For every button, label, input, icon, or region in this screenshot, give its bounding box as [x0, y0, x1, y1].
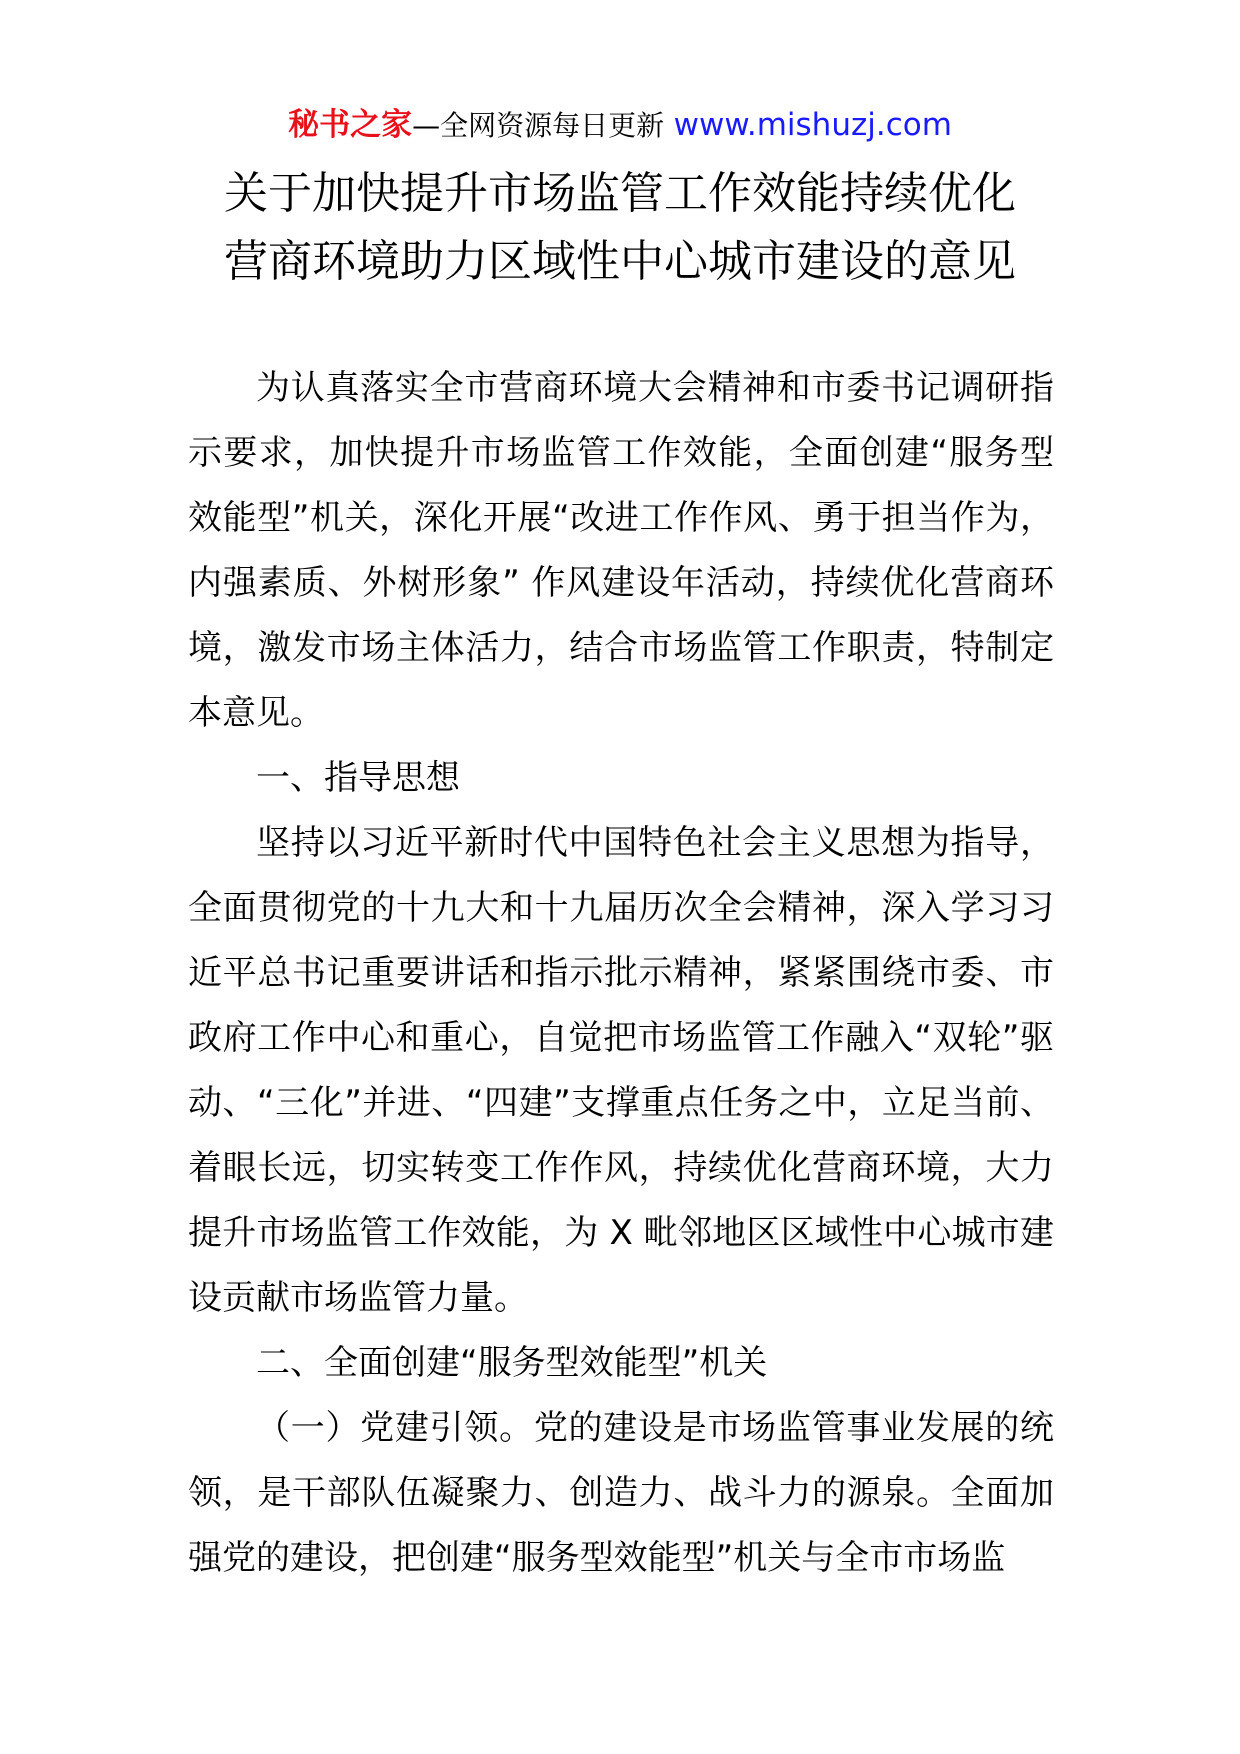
title-line-2: 营商环境助力区域性中心城市建设的意见 [224, 236, 1016, 287]
site-header [0, 100, 1240, 151]
section-1-paragraph: 坚持以习近平新时代中国特色社会主义思想为指导，全面贯彻党的十九大和十九届历次全会精神，深入学习习近平总书记重要讲话和指示批示精神，紧紧围绕市委、市政府工作中心和重心，自觉把市场监管工作融入“双轮”驱动、“三化”并进、“四建”支撑重点任务之中，立足当前、着眼长远，切实转变工作作风，持续优化营商环境，大力提升市场监管工作效能，为 X 毗邻地区区域性中心城市建设贡献市场监管力量。 [188, 823, 1054, 1318]
section-2-subsection-1-paragraph: （一）党建引领。党的建设是市场监管事业发展的统领，是干部队伍凝聚力、创造力、战斗力的源泉。全面加强党的建设，把创建“服务型效能型”机关与全市市场监 [188, 1408, 1054, 1578]
document-title [0, 160, 1240, 296]
title-line-1: 关于加快提升市场监管工作效能持续优化 [224, 168, 1016, 219]
site-url-link[interactable]: www.mishuzj.com [673, 107, 952, 143]
header-tagline: —全网资源每日更新 [412, 109, 665, 142]
intro-paragraph: 为认真落实全市营商环境大会精神和市委书记调研指示要求，加快提升市场监管工作效能，全面创建“服务型效能型”机关，深化开展“改进工作作风、勇于担当作为，内强素质、外树形象” 作风建设年活动，持续优化营商环境，激发市场主体活力，结合市场监管工作职责，特制定本意见。 [188, 368, 1054, 733]
brand-name: 秘书之家 [288, 107, 413, 143]
section-2-heading: 二、全面创建“服务型效能型”机关 [256, 1343, 768, 1383]
section-1-heading: 一、指导思想 [256, 758, 460, 798]
document-body [188, 356, 1054, 1591]
